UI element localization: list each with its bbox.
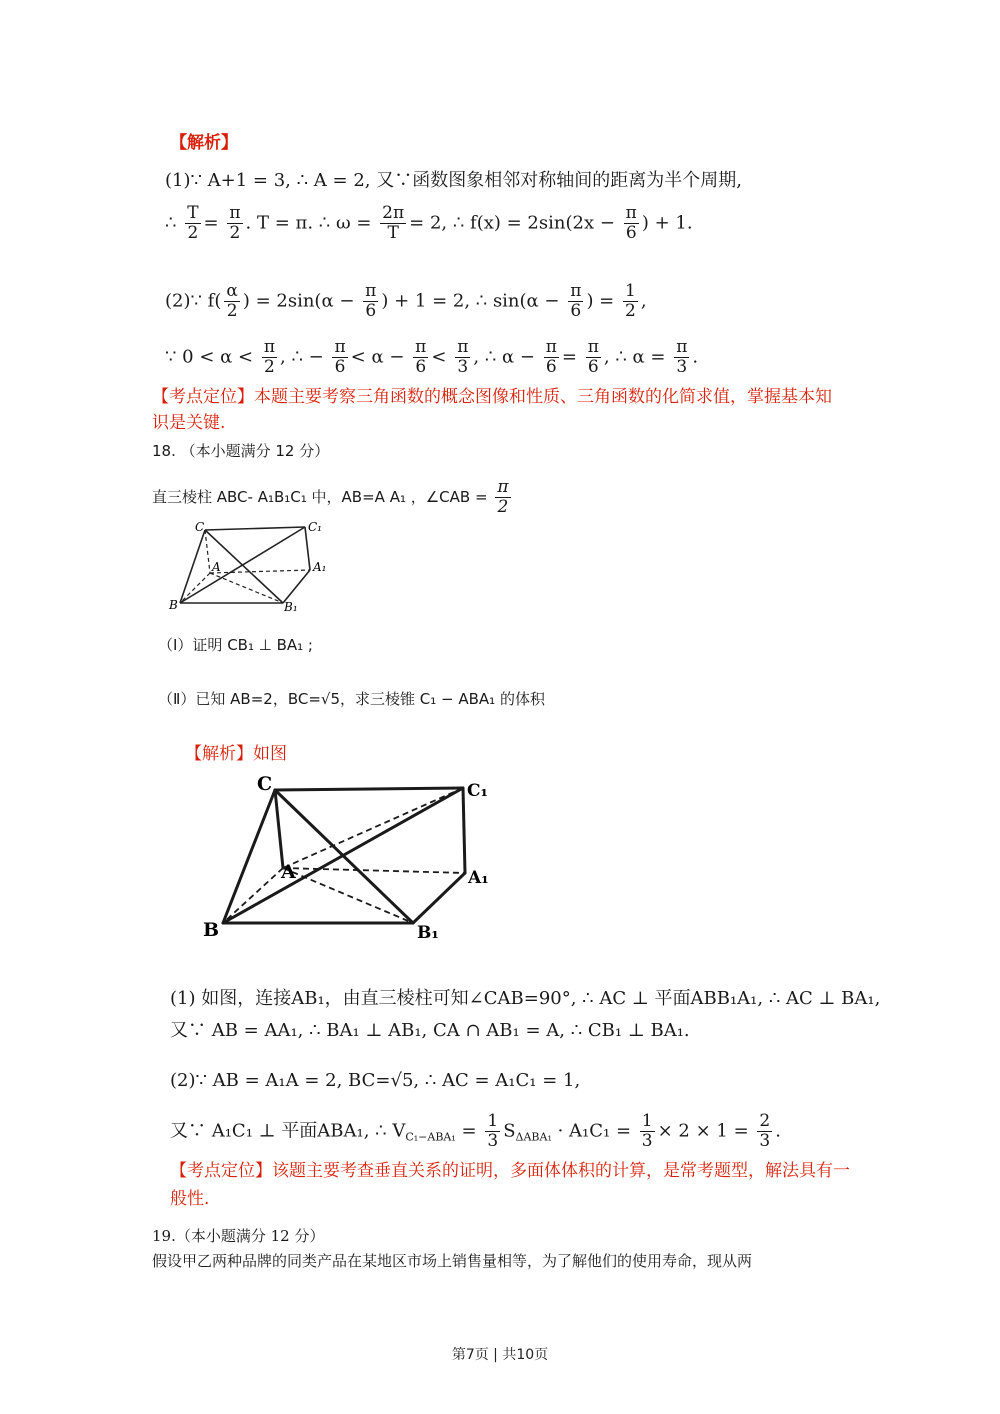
q18-number: 18. （本小题满分 12 分） (152, 442, 330, 460)
fraction-2pi-T (380, 204, 406, 243)
frac-num: π (570, 281, 582, 301)
fraction-1-3 (640, 1112, 655, 1151)
fraction-1-3 (485, 1112, 500, 1151)
frac-den: 2 (229, 223, 241, 243)
frac-den: 3 (487, 1131, 499, 1151)
frac-den: 2 (625, 301, 636, 321)
text-seg: × 2 × 1 = (657, 1120, 749, 1142)
kaodian-label: 【考点定位】 (152, 387, 254, 407)
q18-jiexi (185, 743, 287, 765)
text-seg: < α − (350, 346, 405, 368)
prism-figure-large (195, 768, 515, 948)
frac-num: π (457, 337, 469, 357)
therefore-symbol: ∴ (165, 212, 177, 234)
label-A1: A₁ (313, 560, 327, 574)
q18-stem (152, 478, 514, 517)
solution-line-4 (165, 338, 698, 377)
frac-den: 3 (457, 357, 469, 377)
label-A: A (281, 861, 296, 883)
label-C: C (257, 773, 273, 795)
text-seg: S (503, 1120, 516, 1142)
jiexi-label: 【解析】 (185, 744, 253, 764)
label-C1: C₁ (308, 520, 322, 534)
q18-part-2: （Ⅱ）已知 AB=2，BC=√5，求三棱锥 C₁ − ABA₁ 的体积 (158, 690, 545, 708)
frac-num: 1 (641, 1111, 653, 1131)
q19-stem: 假设甲乙两种品牌的同类产品在某地区市场上销售量相等，为了解他们的使用寿命，现从两 (152, 1252, 753, 1270)
label-B: B (203, 919, 220, 941)
text-seg: . T = π. ∴ ω = (245, 212, 372, 234)
fraction-alpha-2 (224, 282, 239, 321)
text-seg: . (692, 346, 699, 368)
solution-line-1: (1)∵ A+1 = 3, ∴ A = 2, 又∵函数图象相邻对称轴间的距离为半个周期, (165, 170, 742, 191)
frac-den: 3 (676, 357, 688, 377)
fraction-pi-2 (495, 478, 510, 517)
area-subscript: ΔABA₁ (515, 1130, 552, 1144)
kaodian-2-line-2: 般性. (170, 1189, 210, 1209)
frac-den: 6 (334, 357, 346, 377)
fraction-pi-6 (413, 338, 428, 377)
jiexi-text: 如图 (253, 744, 287, 764)
q18-solution-2-line-2: 又∵ A₁C₁ ⊥ 平面ABA₁, ∴ $V_{C_1-ABA_1}$ = $\frac{1}{3}$ $S_{\Delta ABA_1} \cdot A_1C_1$ = $\frac{1}{3}$ × 2 × 1 = $\frac{2}{3}$ . (170, 1111, 781, 1151)
text-seg: , ∴ α − (473, 346, 535, 368)
text-seg: = 2, ∴ f(x) = 2sin(2x − (409, 212, 615, 234)
text-seg: · A₁C₁ = (557, 1120, 632, 1142)
q19-number: 19.（本小题满分 12 分） (152, 1227, 325, 1245)
fraction-pi-6 (624, 204, 639, 243)
prism-figure-small (165, 515, 340, 620)
fraction-pi-6 (363, 282, 378, 321)
label-C1: C₁ (467, 781, 488, 801)
fraction-pi-3 (455, 338, 470, 377)
frac-den: 3 (759, 1131, 771, 1151)
fraction-1-2 (623, 282, 638, 321)
frac-num: T (187, 203, 199, 223)
frac-num: π (587, 337, 599, 357)
frac-num: π (229, 203, 241, 223)
frac-den: 2 (187, 223, 199, 243)
frac-num: π (334, 337, 346, 357)
q18-stem-text: 直三棱柱 ABC- A₁B₁C₁ 中，AB=A A₁ ，∠CAB = (152, 488, 488, 506)
fraction-pi-3 (674, 338, 689, 377)
kaodian-text: 本题主要考察三角函数的概念图像和性质、三角函数的化简求值，掌握基本知 (254, 387, 832, 407)
frac-den: 6 (625, 223, 637, 243)
kaodian-2-line-1 (170, 1160, 850, 1182)
text-seg: 又∵ A₁C₁ ⊥ 平面ABA₁, ∴ V (170, 1120, 406, 1142)
q18-solution-1-line-2: 又∵ AB = AA₁, ∴ BA₁ ⊥ AB₁, CA ∩ AB₁ = A, ∴ CB₁ ⊥ BA₁. (170, 1020, 690, 1041)
fraction-pi-6 (586, 338, 601, 377)
text-seg: < (431, 346, 447, 368)
frac-num: π (497, 477, 509, 497)
q18-solution-2-line-1: (2)∵ AB = A₁A = 2, BC=√5, ∴ AC = A₁C₁ = 1, (170, 1070, 581, 1091)
frac-den: 6 (587, 357, 599, 377)
text-seg: , ∴ − (280, 346, 324, 368)
frac-den: 2 (497, 497, 509, 517)
text-seg: ∵ 0 < α < (165, 346, 254, 368)
label-B: B (169, 598, 178, 612)
q18-part-1: （Ⅰ）证明 CB₁ ⊥ BA₁ ; (158, 636, 313, 654)
fraction-pi-6 (568, 282, 583, 321)
jiexi-label: 【解析】 (170, 133, 238, 153)
frac-num: π (263, 337, 276, 357)
frac-den: 6 (570, 301, 582, 321)
frac-den: 2 (264, 357, 275, 377)
solution-line-2: ∴ $\frac{T}{2}$ = $\frac{\pi}{2}$ . T = π. ∴ ω = $\frac{2\pi}{T}$ = 2, ∴ f(x) = 2sin(2x − $\frac{\pi}{6}$ ) + 1. (165, 203, 693, 243)
frac-den: 6 (545, 357, 557, 377)
fraction-pi-2 (262, 338, 277, 377)
fraction-2-3 (757, 1112, 772, 1151)
label-C: C (195, 520, 205, 534)
frac-den: T (387, 223, 399, 243)
label-A1: A₁ (468, 868, 489, 888)
text-seg: ) + 1. (641, 212, 693, 234)
frac-num: π (676, 337, 688, 357)
solution-line-3 (165, 282, 647, 321)
text-seg: ) = (586, 290, 615, 312)
page-footer: 第7页 | 共10页 (451, 1347, 549, 1363)
q18-solution-1-line-1: (1) 如图，连接AB₁，由直三棱柱可知∠CAB=90°, ∴ AC ⊥ 平面ABB₁A₁, ∴ AC ⊥ BA₁, (170, 988, 881, 1009)
label-B1: B₁ (284, 600, 298, 614)
text-seg: ) + 1 = 2, ∴ sin(α − (381, 290, 560, 312)
frac-den: 6 (415, 357, 427, 377)
frac-den: 2 (226, 301, 238, 321)
fraction-pi-6 (544, 338, 559, 377)
frac-num: 1 (487, 1111, 499, 1131)
frac-num: 1 (625, 281, 636, 301)
frac-num: α (226, 281, 238, 301)
kaodian-label: 【考点定位】 (170, 1161, 272, 1181)
text-seg: , ∴ α = (603, 346, 666, 368)
text-seg: . (775, 1120, 781, 1142)
fraction-T-2 (185, 204, 200, 243)
frac-num: π (365, 281, 377, 301)
frac-den: 6 (365, 301, 377, 321)
fraction-pi-2 (227, 204, 242, 243)
kaodian-text: 该题主要考查垂直关系的证明，多面体体积的计算，是常考题型，解法具有一 (272, 1161, 850, 1181)
volume-subscript: C₁−ABA₁ (405, 1130, 456, 1144)
frac-num: π (415, 337, 427, 357)
frac-num: π (625, 203, 637, 223)
kaodian-1-line-2: 识是关键. (152, 413, 226, 433)
text-seg: = (561, 346, 577, 368)
frac-num: 2 (759, 1111, 771, 1131)
text-seg: ) = 2sin(α − (242, 290, 355, 312)
text-seg: (2)∵ f( (165, 290, 222, 312)
label-B1: B₁ (417, 923, 439, 943)
label-A: A (212, 560, 221, 574)
frac-den: 3 (641, 1131, 653, 1151)
text-seg: , (640, 290, 647, 312)
kaodian-1-line-1 (152, 386, 832, 408)
fraction-pi-6 (332, 338, 347, 377)
frac-num: π (545, 337, 557, 357)
frac-num: 2π (382, 203, 405, 223)
